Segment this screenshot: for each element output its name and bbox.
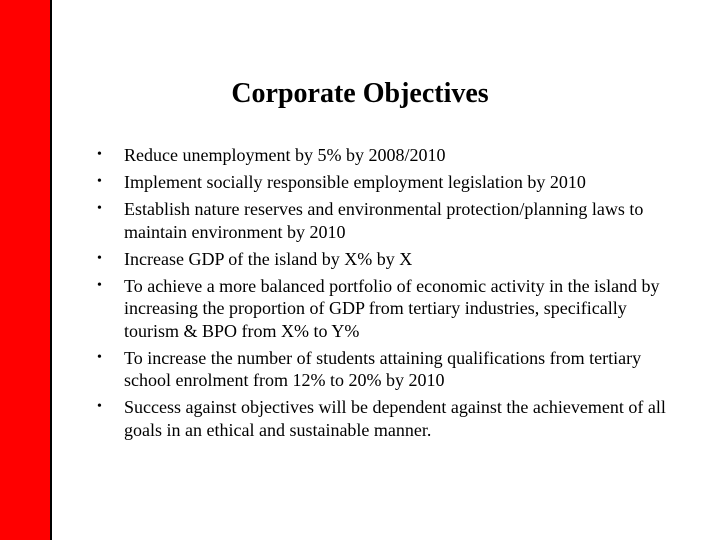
list-item (95, 396, 675, 441)
list-item-text: Implement socially responsible employment legislation by 2010 (124, 172, 586, 192)
slide-title: Corporate Objectives (231, 78, 489, 109)
bullet-icon: • (97, 201, 102, 216)
list-item-text: To achieve a more balanced portfolio of economic activity in the island by increasing the proportion of GDP from tertiary industries, specifically tourism & BPO from X% to Y% (124, 275, 660, 341)
bullet-icon: • (97, 399, 102, 414)
list-item (95, 144, 675, 167)
list-item-text: To increase the number of students attaining qualifications from tertiary school enrolment from 12% to 20% by 2010 (124, 347, 642, 390)
bullet-icon: • (97, 277, 102, 293)
list-item (95, 275, 675, 343)
bullet-icon: • (97, 250, 102, 266)
objectives-list (95, 144, 675, 446)
list-item-text: Reduce unemployment by 5% by 2008/2010 (124, 145, 446, 165)
list-item-text: Increase GDP of the island by X% by X (124, 248, 413, 269)
list-item-text: Success against objectives will be dependent against the achievement of all goals in an ethical and sustainable manner. (124, 397, 666, 440)
list-item-text: Establish nature reserves and environmental protection/planning laws to maintain environment by 2010 (124, 199, 644, 242)
list-item (95, 198, 675, 243)
bullet-icon: • (97, 174, 102, 189)
list-item (95, 171, 675, 194)
list-item (95, 347, 675, 392)
bullet-icon: • (97, 147, 102, 162)
list-item (95, 248, 675, 271)
bullet-icon: • (97, 349, 102, 365)
